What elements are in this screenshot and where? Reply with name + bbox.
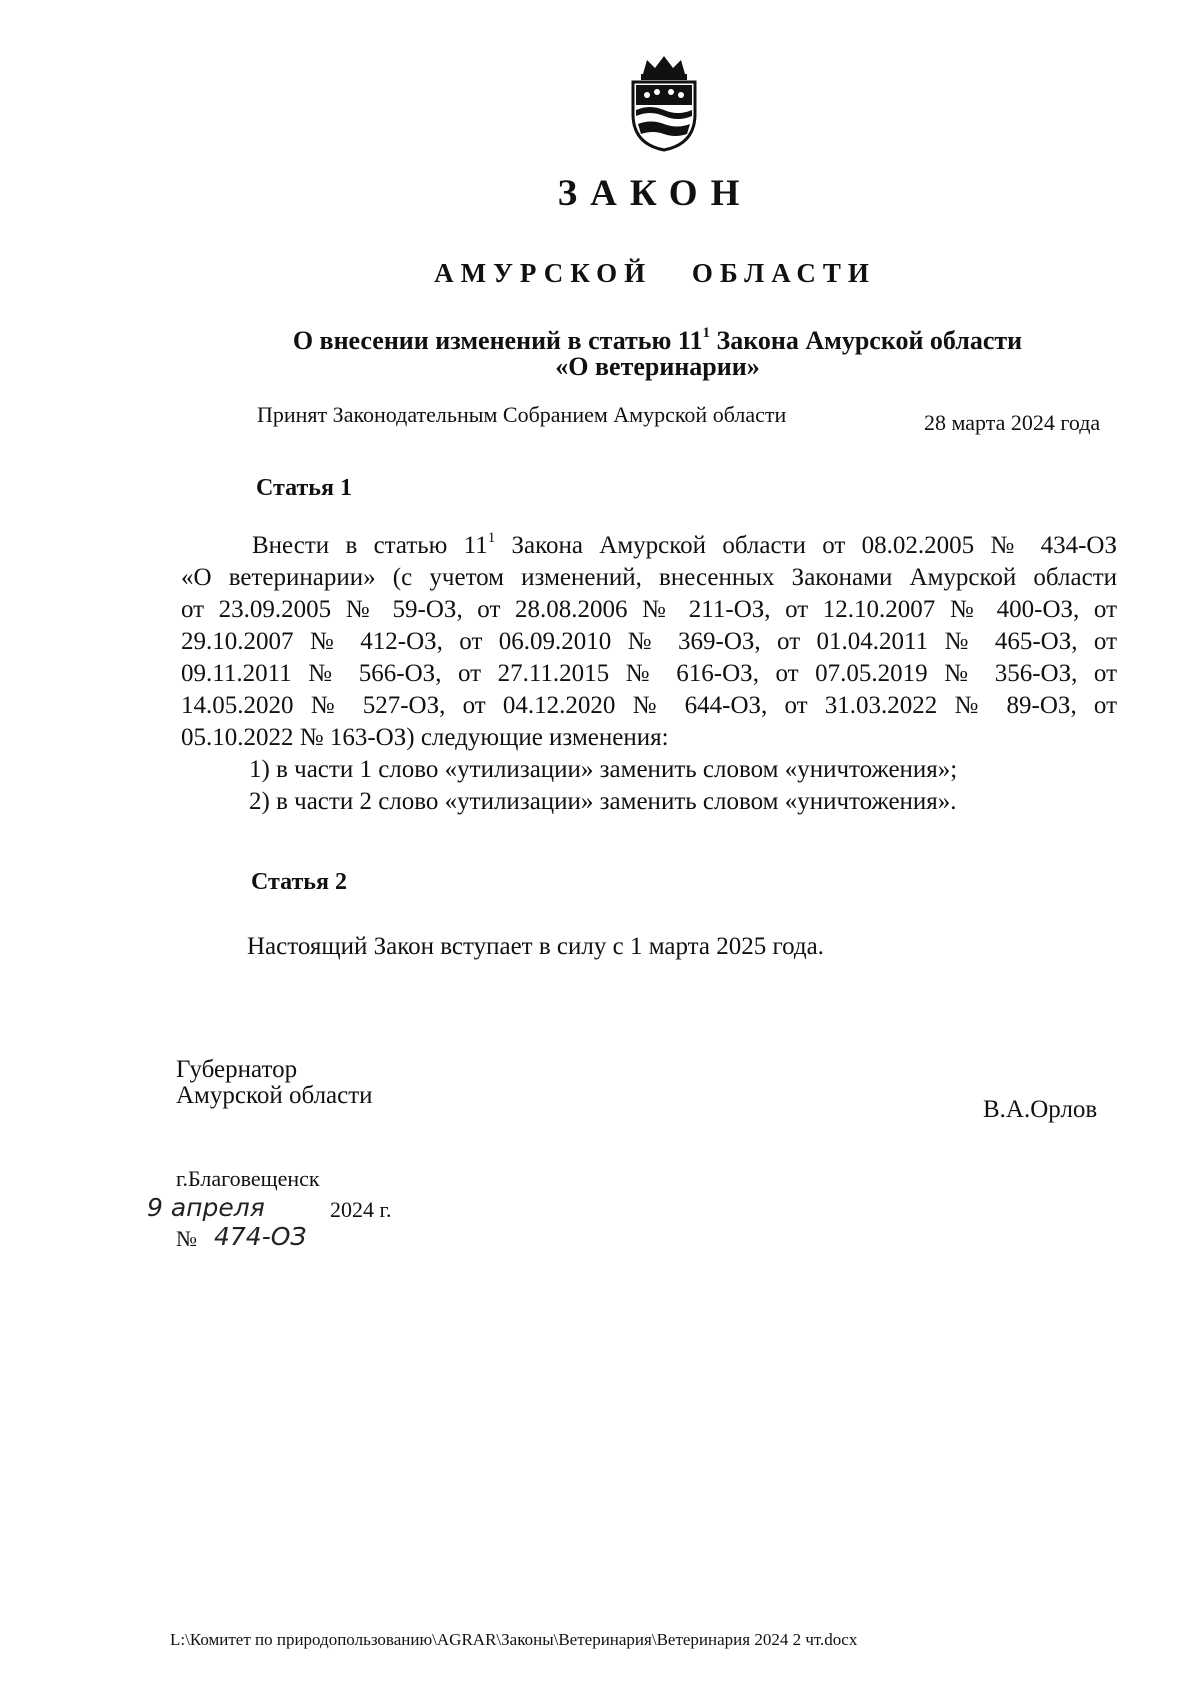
article-1-heading: Статья 1 bbox=[256, 475, 352, 501]
issue-city: г.Благовещенск bbox=[176, 1166, 320, 1191]
issue-year: 2024 г. bbox=[330, 1197, 392, 1222]
signatory-position-line2: Амурской области bbox=[176, 1082, 373, 1109]
article-1-line: «О ветеринарии» (с учетом изменений, внесенных Законами Амурской области bbox=[181, 564, 1117, 591]
article-1-line: 29.10.2007 № 412-ОЗ, от 06.09.2010 № 369-ОЗ, от 01.04.2011 № 465-ОЗ, от bbox=[181, 628, 1117, 655]
article-1-line: 14.05.2020 № 527-ОЗ, от 04.12.2020 № 644-ОЗ, от 31.03.2022 № 89-ОЗ, от bbox=[181, 692, 1117, 719]
article-1-line: 05.10.2022 № 163-ОЗ) следующие изменения: bbox=[181, 724, 669, 751]
signatory-name: В.А.Орлов bbox=[983, 1096, 1098, 1123]
article-1-sup: 1 bbox=[487, 529, 496, 546]
article-1-line: от 23.09.2005 № 59-ОЗ, от 28.08.2006 № 211-ОЗ, от 12.10.2007 № 400-ОЗ, от bbox=[181, 596, 1117, 623]
footer-file-path: L:\Комитет по природопользованию\AGRAR\Законы\Ветеринария\Ветеринария 2024 2 чт.docx bbox=[170, 1630, 858, 1649]
article-1-item: 2) в части 2 слово «утилизации» заменить словом «уничтожения». bbox=[249, 788, 957, 815]
adopted-date: 28 марта 2024 года bbox=[924, 410, 1101, 435]
number-symbol: № bbox=[176, 1226, 197, 1251]
document-title: ЗАКОН bbox=[557, 173, 753, 214]
law-subject-text-b: Закона Амурской области bbox=[709, 326, 1023, 355]
article-2-text: Настоящий Закон вступает в силу с 1 марта 2025 года. bbox=[247, 933, 824, 960]
article-1-first-line bbox=[252, 529, 1117, 560]
handwritten-date: 9 апреля bbox=[147, 1193, 265, 1222]
law-subject-line2: «О ветеринарии» bbox=[555, 352, 760, 381]
law-subject-text-a: О внесении изменений в статью 11 bbox=[292, 326, 703, 355]
article-1-text-b: Закона Амурской области от 08.02.2005 № 434-ОЗ bbox=[495, 532, 1117, 559]
handwritten-law-number: 474-ОЗ bbox=[214, 1222, 307, 1251]
article-1-text-a: Внести в статью 11 bbox=[252, 532, 488, 559]
document-region: АМУРСКОЙ ОБЛАСТИ bbox=[434, 258, 876, 288]
article-1-line: 09.11.2011 № 566-ОЗ, от 27.11.2015 № 616-ОЗ, от 07.05.2019 № 356-ОЗ, от bbox=[181, 660, 1117, 687]
signatory-position-line1: Губернатор bbox=[176, 1056, 298, 1083]
adopted-by: Принят Законодательным Собранием Амурской области bbox=[257, 402, 787, 427]
article-1-item: 1) в части 1 слово «утилизации» заменить словом «уничтожения»; bbox=[249, 756, 958, 783]
coat-of-arms-emblem bbox=[625, 52, 703, 152]
law-subject-sup: 1 bbox=[702, 325, 710, 342]
article-2-heading: Статья 2 bbox=[251, 869, 347, 895]
